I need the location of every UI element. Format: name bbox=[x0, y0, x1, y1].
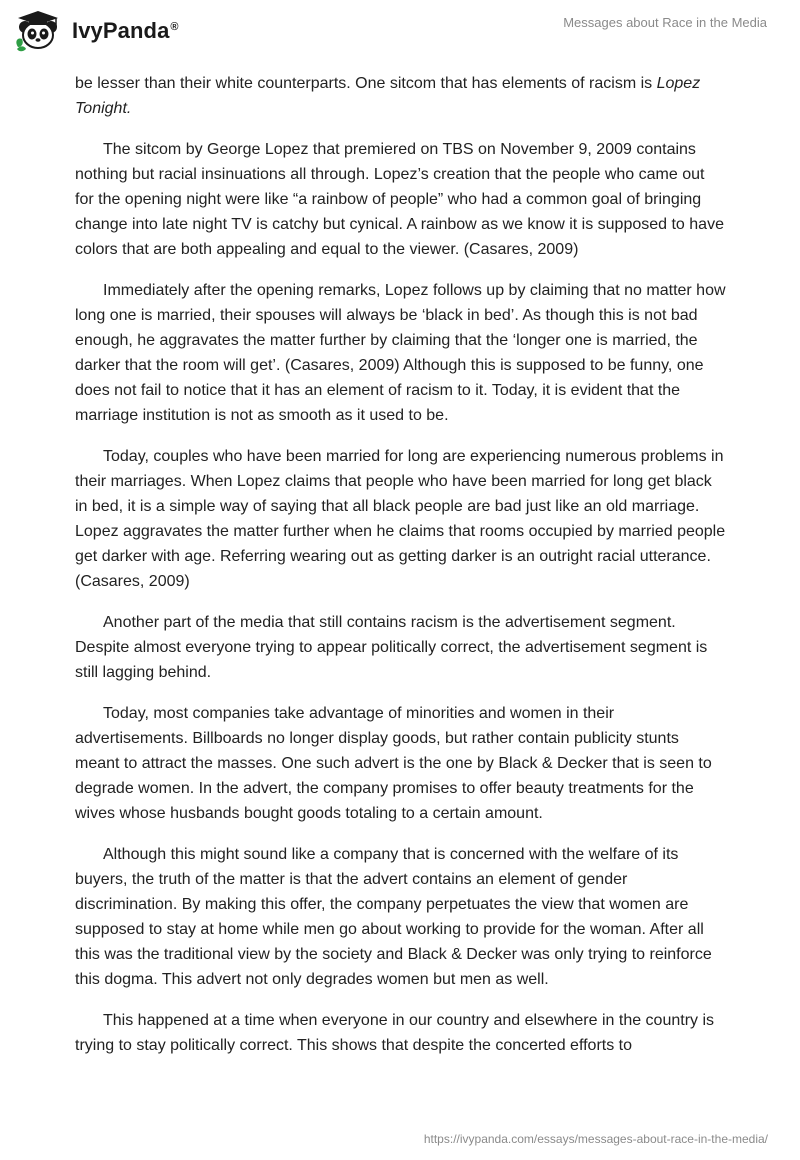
paragraph: Immediately after the opening remarks, Lopez follows up by claiming that no matter how long one is married, their spouses will always be ‘black in bed’. As though this is not bad enough, he aggravates the matter further by claiming that the ‘longer one is married, the darker that the room will get’. (Casares, 2009) Although this is supposed to be funny, one does not fail to notice that it has an element of racism to it. Today, it is evident that the marriage institution is not as smooth as it used to be. bbox=[75, 282, 726, 424]
paragraph-continued: be lesser than their white counterparts. One sitcom that has elements of racism is Lopez Tonight. bbox=[75, 75, 701, 117]
paragraph: Although this might sound like a company that is concerned with the welfare of its buyers, the truth of the matter is that the advert contains an element of gender discrimination. By making this offer, the company perpetuates the view that women are supposed to stay at home while men go about working to provide for the woman. After all this was the traditional view by the society and Black & Decker was only trying to reinforce this dogma. This advert not only degrades women but men as well. bbox=[75, 846, 712, 988]
logo[interactable] bbox=[14, 9, 179, 53]
paragraph: Today, most companies take advantage of minorities and women in their advertisements. Billboards no longer display goods, but rather contain publicity stunts meant to attract the masses. One such advert is the one by Black & Decker that is seen to degrade women. In the advert, the company promises to offer beauty treatments for the wives whose husbands bought goods totaling to a certain amount. bbox=[75, 705, 712, 822]
paragraph: This happened at a time when everyone in our country and elsewhere in the country is trying to stay politically correct. This shows that despite the concerted efforts to bbox=[75, 1012, 715, 1054]
essay-body bbox=[75, 71, 727, 1074]
source-url[interactable]: https://ivypanda.com/essays/messages-about-race-in-the-media/ bbox=[423, 1132, 768, 1146]
paragraph: Another part of the media that still contains racism is the advertisement segment. Despite almost everyone trying to appear politically correct, the advertisement segment is still lagging behind. bbox=[75, 614, 708, 681]
document-title: Messages about Race in the Media bbox=[563, 15, 767, 30]
page-header bbox=[0, 0, 800, 60]
paragraph: Today, couples who have been married for long are experiencing numerous problems in their marriages. When Lopez claims that people who have been married for long get black in bed, it is a simple way of saying that all black people are bad just like an old marriage. Lopez aggravates the matter further when he claims that rooms occupied by married people get darker with age. Referring wearing out as getting darker is an outright racial utterance. (Casares, 2009) bbox=[75, 448, 726, 590]
paragraph: The sitcom by George Lopez that premiered on TBS on November 9, 2009 contains nothing but racial insinuations all through. Lopez’s creation that the people who came out for the opening night were like “a rainbow of people” who had a common goal of bringing change into late night TV is catchy but cynical. A rainbow as we know it is supposed to have colors that are both appealing and equal to the viewer. (Casares, 2009) bbox=[75, 141, 724, 258]
panda-graduate-icon bbox=[14, 9, 64, 53]
show-title: Lopez Tonight. bbox=[75, 75, 701, 117]
brand-name: IvyPanda® bbox=[72, 18, 179, 43]
